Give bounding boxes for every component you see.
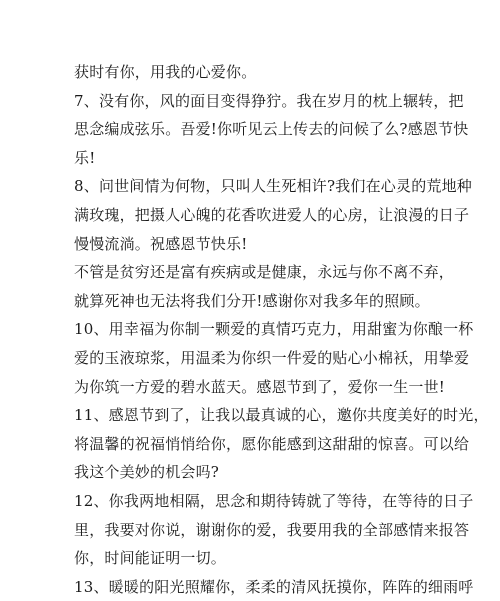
text-line: 将温馨的祝福悄悄给你，愿你能感到这甜甜的惊喜。可以给 (74, 434, 470, 453)
document-body (74, 58, 489, 601)
text-line: 爱的玉液琼浆，用温柔为你织一件爱的贴心小棉袄，用挚爱 (74, 348, 470, 367)
text-line: 就算死神也无法将我们分开!感谢你对我多年的照顾。 (74, 291, 430, 310)
text-line: 乐! (74, 148, 96, 167)
text-line: 满玫瑰，把摄人心魄的花香吹进爱人的心房，让浪漫的日子 (74, 205, 470, 224)
text-line: 7、没有你，风的面目变得狰狞。我在岁月的枕上辗转，把 (74, 91, 464, 110)
text-line: 不管是贫穷还是富有疾病或是健康，永远与你不离不弃， (74, 263, 455, 282)
text-line: 为你筑一方爱的碧水蓝天。感恩节到了，爱你一生一世! (74, 377, 446, 396)
text-line: 12、你我两地相隔，思念和期待铸就了等待，在等待的日子 (74, 491, 474, 510)
text-line: 你，时间能证明一切。 (74, 549, 227, 568)
text-line: 10、用幸福为你制一颗爱的真情巧克力，用甜蜜为你酿一杯 (74, 320, 474, 339)
text-line: 11、感恩节到了，让我以最真诚的心，邀你共度美好的时光， (74, 406, 489, 425)
text-line: 获时有你，用我的心爱你。 (74, 63, 257, 81)
text-line: 13、暖暖的阳光照耀你，柔柔的清风抚摸你，阵阵的细雨呼 (74, 577, 474, 596)
text-line: 里，我要对你说，谢谢你的爱，我要用我的全部感情来报答 (74, 520, 470, 539)
text-line: 我这个美妙的机会吗? (74, 463, 220, 482)
text-line: 思念编成弦乐。吾爱!你听见云上传去的问候了么?感恩节快 (74, 120, 469, 139)
text-line: 慢慢流淌。祝感恩节快乐! (74, 234, 248, 253)
text-line: 8、问世间情为何物，只叫人生死相许?我们在心灵的荒地种 (74, 177, 472, 196)
